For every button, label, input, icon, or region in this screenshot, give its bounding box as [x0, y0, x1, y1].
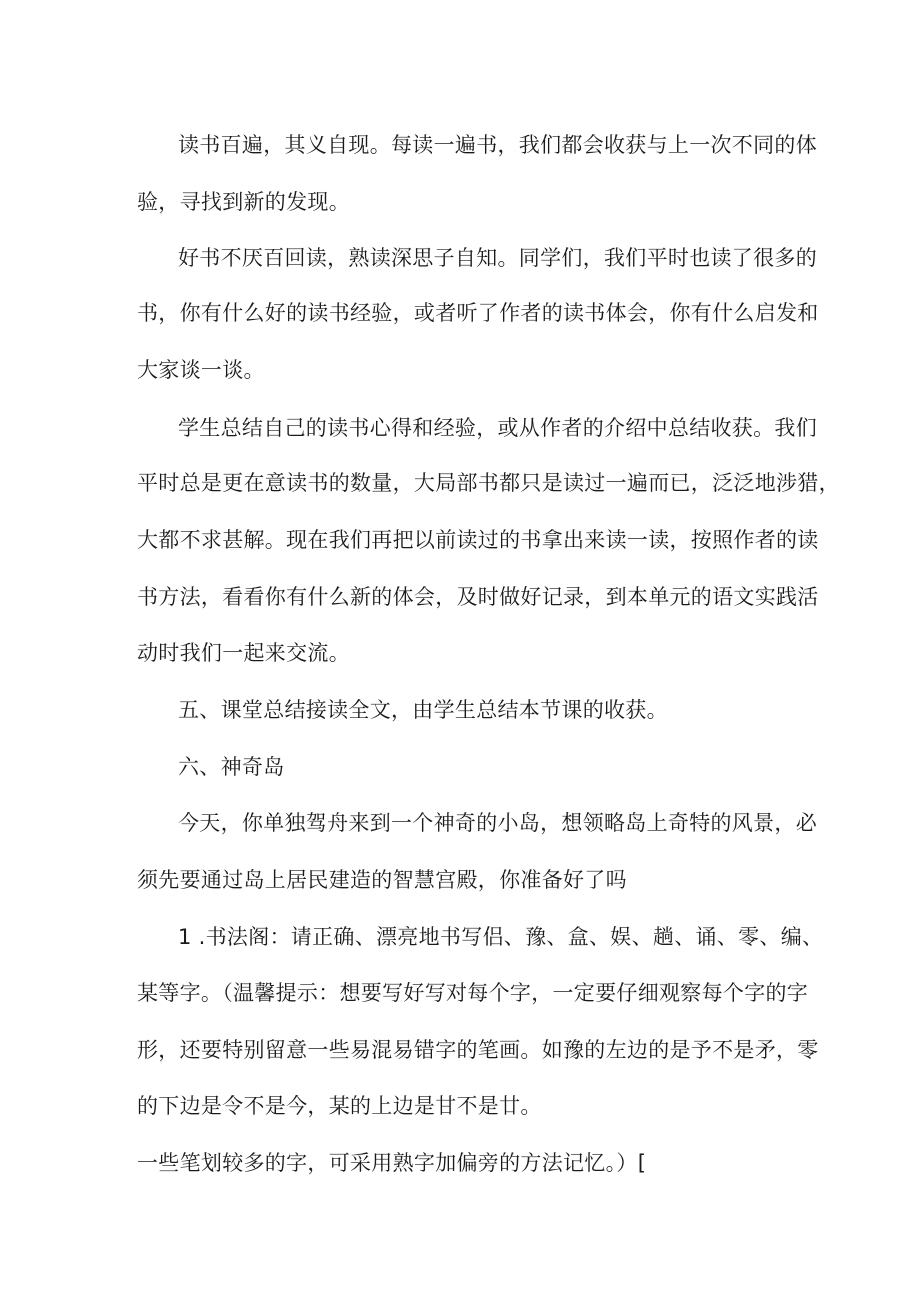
paragraph-1-line-2: 验，寻找到新的发现。 [137, 190, 350, 214]
paragraph-2-line-3: 大家谈一谈。 [137, 358, 265, 382]
item-1-line-2: 某等字。（温馨提示：想要写好写对每个字，一定要仔细观察每个字的字 [137, 981, 809, 1005]
paragraph-3-line-3: 大都不求甚解。现在我们再把以前读过的书拿出来读一读，按照作者的读 [137, 528, 819, 552]
item-1-line-3: 形，还要特别留意一些易混易错字的笔画。如豫的左边的是予不是矛，零 [137, 1038, 819, 1062]
item-1-line-1: 1 .书法阁：请正确、漂亮地书写侣、豫、盒、娱、趟、诵、零、编、 [178, 925, 824, 949]
section-6-heading: 六、神奇岛 [178, 755, 285, 779]
paragraph-2-line-1: 好书不厌百回读，熟读深思子自知。同学们，我们平时也读了很多的 [178, 246, 817, 270]
paragraph-island-line-1: 今天，你单独驾舟来到一个神奇的小岛，想领略岛上奇特的风景，必 [178, 811, 817, 835]
section-5-heading: 五、课堂总结接读全文，由学生总结本节课的收获。 [178, 698, 668, 722]
final-line: 一些笔划较多的字，可采用熟字加偏旁的方法记忆。）[ [137, 1151, 647, 1175]
paragraph-island-line-2: 须先要通过岛上居民建造的智慧宫殿，你准备好了吗 [137, 868, 627, 892]
paragraph-1-line-1: 读书百遍，其义自现。每读一遍书，我们都会收获与上一次不同的体 [178, 133, 817, 157]
paragraph-3-line-2: 平时总是更在意读书的数量，大局部书都只是读过一遍而已，泛泛地涉猎， [137, 471, 840, 495]
paragraph-3-line-1: 学生总结自己的读书心得和经验，或从作者的介绍中总结收获。我们 [178, 416, 817, 440]
item-1-line-4: 的下边是令不是今，某的上边是甘不是廿。 [137, 1094, 542, 1118]
paragraph-2-line-2: 书，你有什么好的读书经验，或者听了作者的读书体会，你有什么启发和 [137, 301, 819, 325]
paragraph-3-line-4: 书方法，看看你有什么新的体会，及时做好记录，到本单元的语文实践活 [137, 585, 819, 609]
paragraph-3-line-5: 动时我们一起来交流。 [137, 641, 350, 665]
